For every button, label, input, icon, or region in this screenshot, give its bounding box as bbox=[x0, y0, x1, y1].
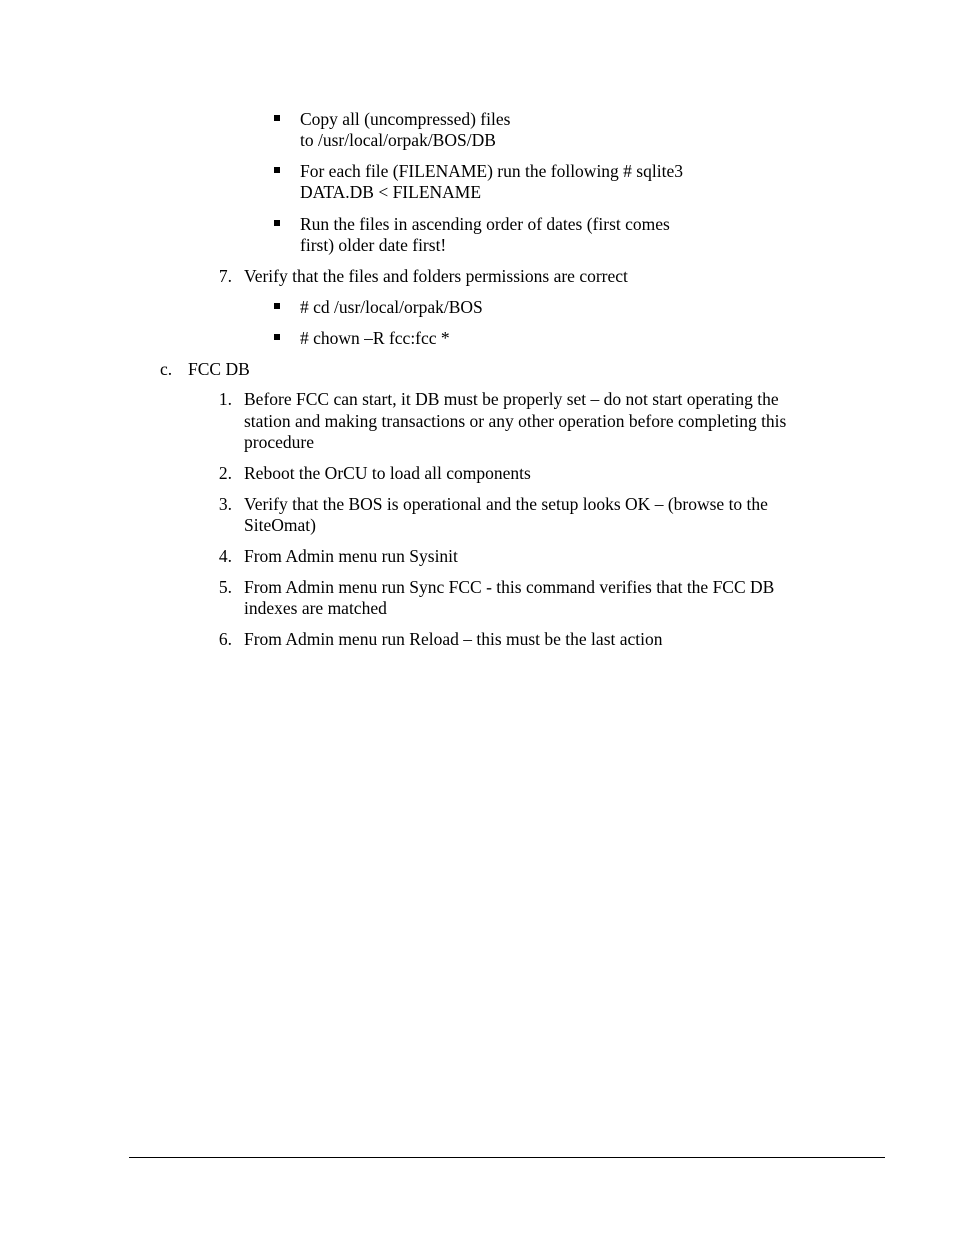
bullet-square-icon bbox=[274, 115, 280, 121]
step-line: Before FCC can start, it DB must be properly set – do not start operating the bbox=[244, 389, 779, 409]
bullet-line: DATA.DB < FILENAME bbox=[300, 182, 482, 202]
step-number: 1. bbox=[218, 389, 232, 409]
step-number: 4. bbox=[218, 546, 232, 566]
step-line: procedure bbox=[244, 432, 314, 452]
bullet-square-icon bbox=[274, 220, 280, 226]
step-number: 7. bbox=[218, 266, 232, 286]
step-line: SiteOmat) bbox=[244, 515, 316, 535]
step-line: indexes are matched bbox=[244, 598, 387, 618]
bullet-line: # chown –R fcc:fcc * bbox=[300, 328, 450, 348]
section-letter: c. bbox=[160, 359, 173, 379]
step-number: 6. bbox=[218, 629, 232, 649]
step-number: 3. bbox=[218, 494, 232, 514]
step-number: 2. bbox=[218, 463, 232, 483]
bullet-square-icon bbox=[274, 303, 280, 309]
bullet-line: # cd /usr/local/orpak/BOS bbox=[300, 297, 483, 317]
step-line: Verify that the BOS is operational and the setup looks OK – (browse to the bbox=[244, 494, 768, 514]
bullet-square-icon bbox=[274, 167, 280, 173]
bullet-line: first) older date first! bbox=[300, 235, 447, 255]
step-line: From Admin menu run Sysinit bbox=[244, 546, 458, 566]
step-line: Reboot the OrCU to load all components bbox=[244, 463, 531, 483]
bullet-line: to /usr/local/orpak/BOS/DB bbox=[300, 130, 496, 150]
step-line: From Admin menu run Reload – this must be the last action bbox=[244, 629, 663, 649]
step-line: station and making transactions or any other operation before completing this bbox=[244, 411, 787, 431]
footer-divider bbox=[129, 1157, 885, 1158]
section-title: FCC DB bbox=[188, 359, 250, 379]
step-line: From Admin menu run Sync FCC - this command verifies that the FCC DB bbox=[244, 577, 775, 597]
bullet-line: For each file (FILENAME) run the following # sqlite3 bbox=[300, 161, 683, 181]
step-text: Verify that the files and folders permissions are correct bbox=[244, 266, 628, 286]
bullet-line: Copy all (uncompressed) files bbox=[300, 109, 511, 129]
bullet-square-icon bbox=[274, 334, 280, 340]
bullet-line: Run the files in ascending order of dates (first comes bbox=[300, 214, 670, 234]
step-number: 5. bbox=[218, 577, 232, 597]
